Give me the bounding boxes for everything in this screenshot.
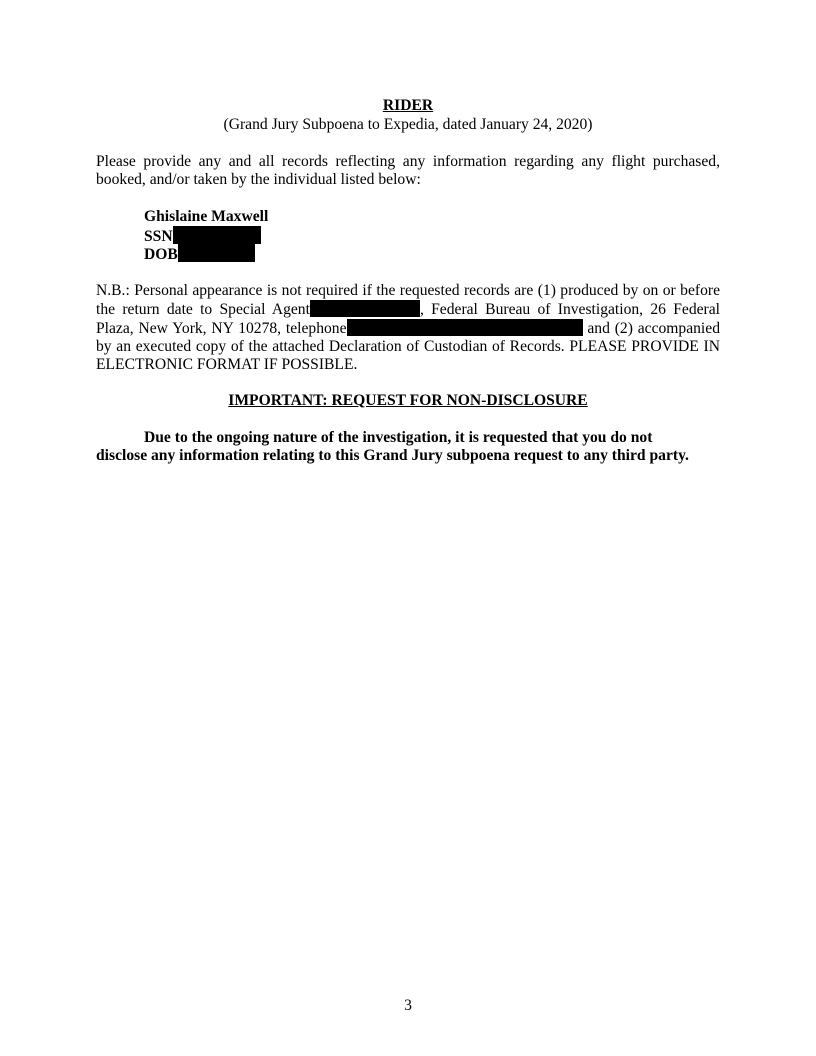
nb-text-part1: N.B.: Personal appearance is not required if the requested records are (1) produced by on or before the return date to Special Agent <box>96 282 720 318</box>
dob-line <box>144 244 444 262</box>
request-paragraph: Please provide any and all records reflecting any information regarding any flight purchased, booked, and/or taken by the individual listed below: <box>96 153 720 188</box>
ssn-redaction <box>173 226 261 244</box>
nondisclosure-line-2: disclose any information relating to this Grand Jury subpoena request to any third party. <box>96 447 689 464</box>
document-subtitle: (Grand Jury Subpoena to Expedia, dated January 24, 2020) <box>223 116 593 133</box>
nb-text-part2: , Federal Bureau of Investigation, 26 Federal Plaza, New York, NY 10278, telephone <box>96 301 720 337</box>
document-title: RIDER <box>382 97 434 114</box>
individual-name: Ghislaine Maxwell <box>144 208 269 225</box>
individual-block <box>144 208 444 262</box>
dob-label: DOB <box>144 246 178 263</box>
dob-redaction <box>178 244 255 262</box>
nb-text-part3: and (2) accompanied by an executed copy of the attached Declaration of Custodian of Records. PLEASE PROVIDE IN ELECTRONIC FORMAT IF POSSIBLE. <box>96 320 720 373</box>
telephone-redaction <box>347 319 583 336</box>
nondisclosure-heading: IMPORTANT: REQUEST FOR NON-DISCLOSURE <box>228 392 588 409</box>
nondisclosure-line-1: Due to the ongoing nature of the investigation, it is requested that you do not <box>144 429 653 446</box>
page-number: 3 <box>404 997 412 1014</box>
ssn-label: SSN <box>144 228 173 245</box>
agent-name-redaction <box>310 300 420 317</box>
ssn-line <box>144 226 444 244</box>
nb-paragraph <box>96 282 720 374</box>
